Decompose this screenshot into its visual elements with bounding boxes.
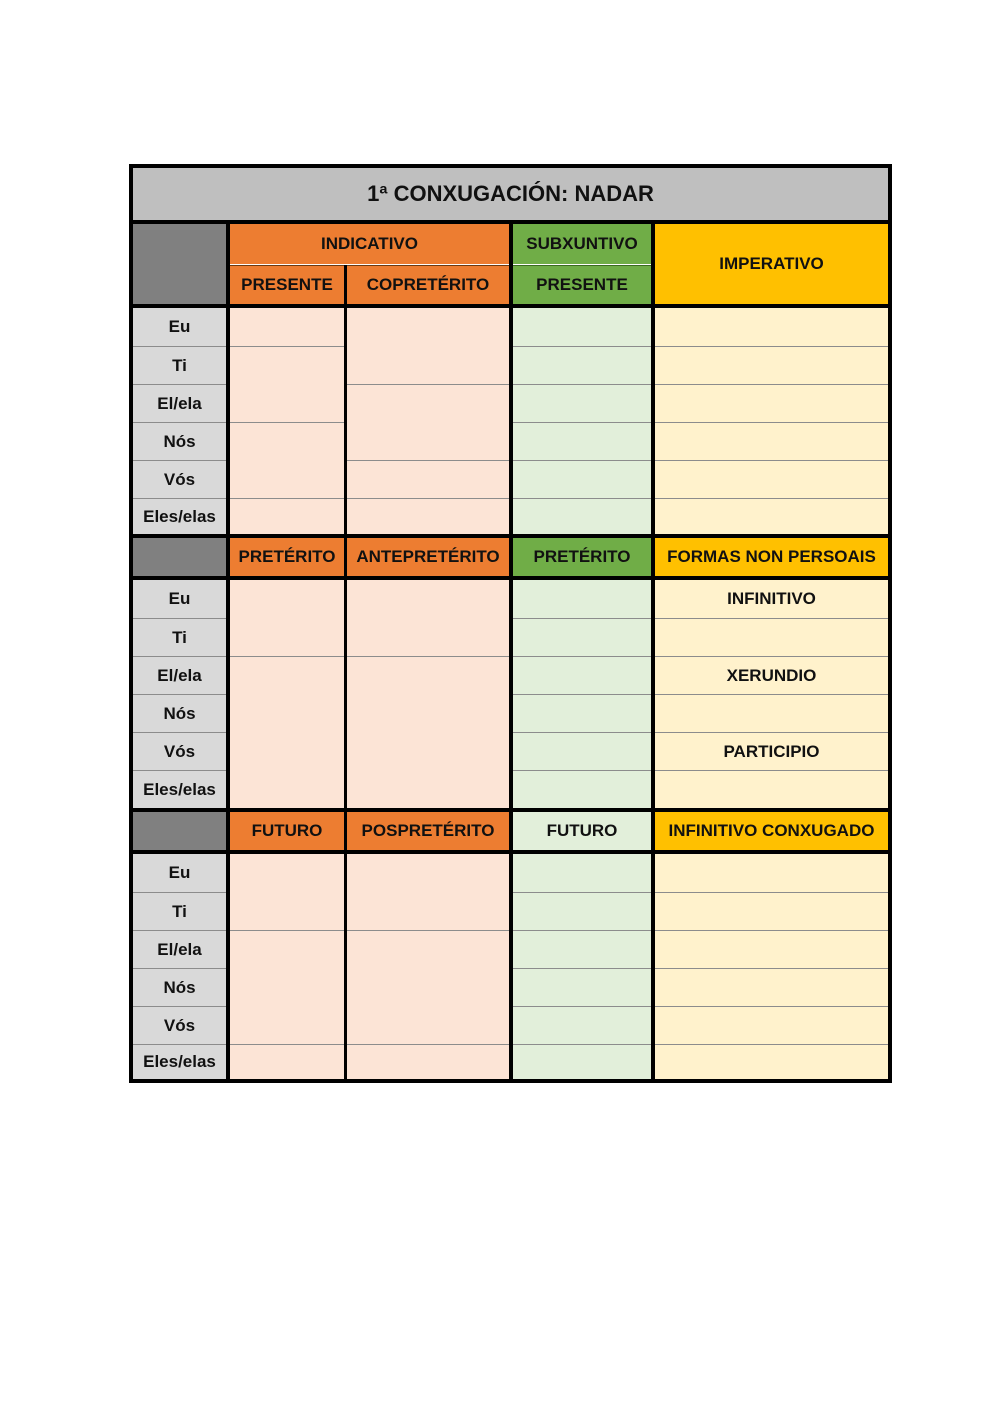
answer-cell[interactable] [513,498,651,534]
person-label: Eles/elas [133,1044,226,1079]
answer-cell[interactable] [347,580,509,656]
answer-cell[interactable] [655,422,888,460]
answer-cell[interactable] [347,930,509,1044]
answer-cell[interactable] [347,656,509,808]
answer-cell[interactable] [347,854,509,930]
blank-header-cell [133,812,226,850]
person-label: Eles/elas [133,498,226,534]
person-label: Ti [133,346,226,384]
futuro-indicativo-header: FUTURO [230,812,344,850]
person-label: Vós [133,460,226,498]
answer-cell[interactable] [513,580,651,618]
answer-cell[interactable] [655,460,888,498]
answer-cell[interactable] [230,422,344,498]
answer-cell[interactable] [655,1044,888,1079]
answer-cell[interactable] [655,930,888,968]
answer-cell[interactable] [513,854,651,892]
answer-cell[interactable] [347,1044,509,1079]
answer-cell[interactable] [230,308,344,346]
answer-cell[interactable] [230,1044,344,1079]
answer-cell[interactable] [513,656,651,694]
answer-cell[interactable] [513,770,651,808]
answer-cell[interactable] [513,930,651,968]
answer-cell[interactable] [230,656,344,808]
answer-cell[interactable] [513,346,651,384]
answer-cell[interactable] [513,422,651,460]
answer-cell[interactable] [513,460,651,498]
imperativo-header: IMPERATIVO [655,224,888,304]
person-label: El/ela [133,384,226,422]
person-label: Ti [133,892,226,930]
answer-cell[interactable] [230,930,344,1044]
answer-cell[interactable] [230,854,344,930]
answer-cell[interactable] [513,732,651,770]
person-label: Nós [133,968,226,1006]
answer-cell[interactable] [655,968,888,1006]
formas-non-persoais-header: FORMAS NON PERSOAIS [655,538,888,576]
answer-cell[interactable] [655,498,888,534]
blank-header-cell [133,224,226,304]
preterito-indicativo-header: PRETÉRITO [230,538,344,576]
table-title: 1ª CONXUGACIÓN: NADAR [133,168,888,220]
person-label: Nós [133,694,226,732]
copreterito-header: COPRETÉRITO [347,265,509,304]
answer-cell[interactable] [655,346,888,384]
answer-cell[interactable] [655,770,888,808]
answer-cell[interactable] [513,1044,651,1079]
preterito-subxuntivo-header: PRETÉRITO [513,538,651,576]
blank-header-cell [133,538,226,576]
conjugation-table [129,164,892,1083]
answer-cell[interactable] [655,1006,888,1044]
answer-cell[interactable] [655,618,888,656]
answer-cell[interactable] [513,308,651,346]
pospreterito-header: POSPRETÉRITO [347,812,509,850]
person-label: Eu [133,854,226,892]
answer-cell[interactable] [655,694,888,732]
infinitivo-conxugado-header: INFINITIVO CONXUGADO [655,812,888,850]
person-label: El/ela [133,930,226,968]
indicativo-header: INDICATIVO [230,224,509,264]
subxuntivo-header: SUBXUNTIVO [513,224,651,264]
answer-cell[interactable] [347,498,509,534]
person-label: Vós [133,1006,226,1044]
person-label: Eu [133,580,226,618]
presente-subxuntivo-header: PRESENTE [513,265,651,304]
answer-cell[interactable] [347,308,509,384]
answer-cell[interactable] [655,308,888,346]
answer-cell[interactable] [347,460,509,498]
person-label: Vós [133,732,226,770]
answer-cell[interactable] [655,384,888,422]
answer-cell[interactable] [513,968,651,1006]
answer-cell[interactable] [230,346,344,422]
presente-indicativo-header: PRESENTE [230,265,344,304]
participio-label: PARTICIPIO [655,732,888,770]
person-label: Nós [133,422,226,460]
answer-cell[interactable] [513,1006,651,1044]
answer-cell[interactable] [230,498,344,534]
answer-cell[interactable] [230,580,344,656]
antepreterito-header: ANTEPRETÉRITO [347,538,509,576]
person-label: Eles/elas [133,770,226,808]
answer-cell[interactable] [513,892,651,930]
answer-cell[interactable] [513,384,651,422]
answer-cell[interactable] [513,694,651,732]
answer-cell[interactable] [347,384,509,460]
person-label: Eu [133,308,226,346]
infinitivo-label: INFINITIVO [655,580,888,618]
person-label: Ti [133,618,226,656]
answer-cell[interactable] [513,618,651,656]
answer-cell[interactable] [655,892,888,930]
xerundio-label: XERUNDIO [655,656,888,694]
person-label: El/ela [133,656,226,694]
futuro-subxuntivo-header: FUTURO [513,812,651,850]
answer-cell[interactable] [655,854,888,892]
